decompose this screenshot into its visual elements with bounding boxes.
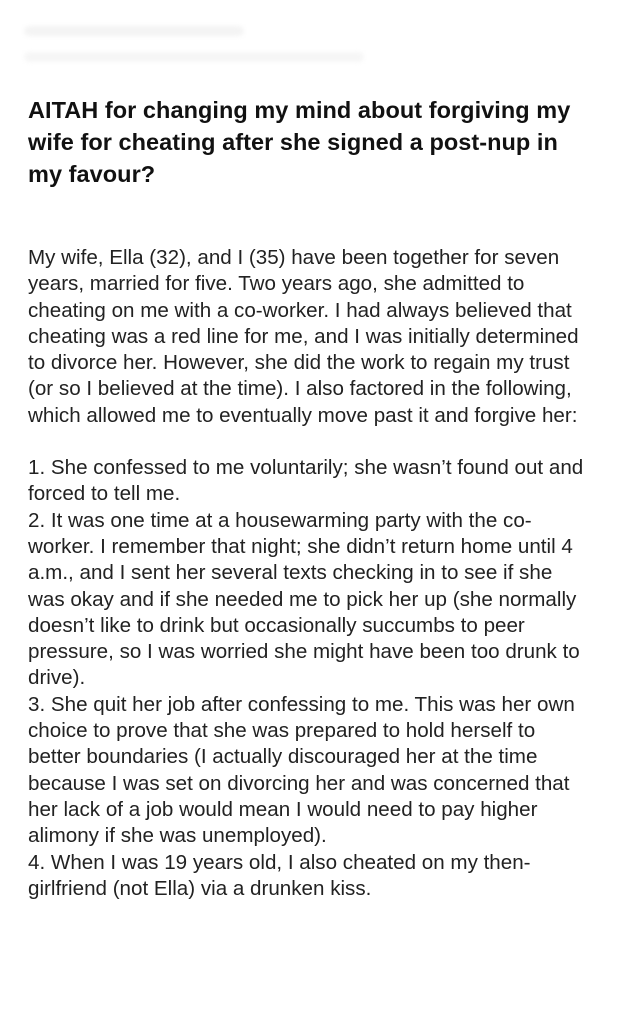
post-article	[28, 94, 592, 902]
faded-header-line	[24, 52, 364, 62]
faded-header	[24, 12, 404, 76]
list-item: 4. When I was 19 years old, I also cheated on my then-girlfriend (not Ella) via a drunken kiss.	[28, 850, 531, 900]
post-intro-paragraph: My wife, Ella (32), and I (35) have been together for seven years, married for five. Two years ago, she admitted to cheating on me with a co-worker. I had always believed that cheating was a red line for me, and I was initially determined to divorce her. However, she did the work to regain my trust (or so I believed at the time). I also factored in the following, which allowed me to eventually move past it and forgive her:	[28, 246, 579, 427]
paragraph-gap	[28, 429, 592, 455]
list-item: 2. It was one time at a housewarming party with the co-worker. I remember that night; she didn’t return home until 4 a.m., and I sent her several texts checking in to see if she was okay and if she needed me to pick her up (she normally doesn’t like to drink but occasionally succumbs to peer pressure, so I was worried she might have been too drunk to drive).	[28, 508, 580, 690]
list-item: 1. She confessed to me voluntarily; she wasn’t found out and forced to tell me.	[28, 456, 584, 506]
faded-header-line	[24, 26, 244, 36]
post-title: AITAH for changing my mind about forgiving my wife for cheating after she signed a post-nup in my favour?	[28, 97, 571, 187]
post-body	[28, 245, 592, 902]
list-item: 3. She quit her job after confessing to me. This was her own choice to prove that she was prepared to hold herself to better boundaries (I actually discouraged her at the time because I was set on divorcing her and was concerned that her lack of a job would mean I would need to pay higher alimony if she was unemployed).	[28, 692, 575, 848]
